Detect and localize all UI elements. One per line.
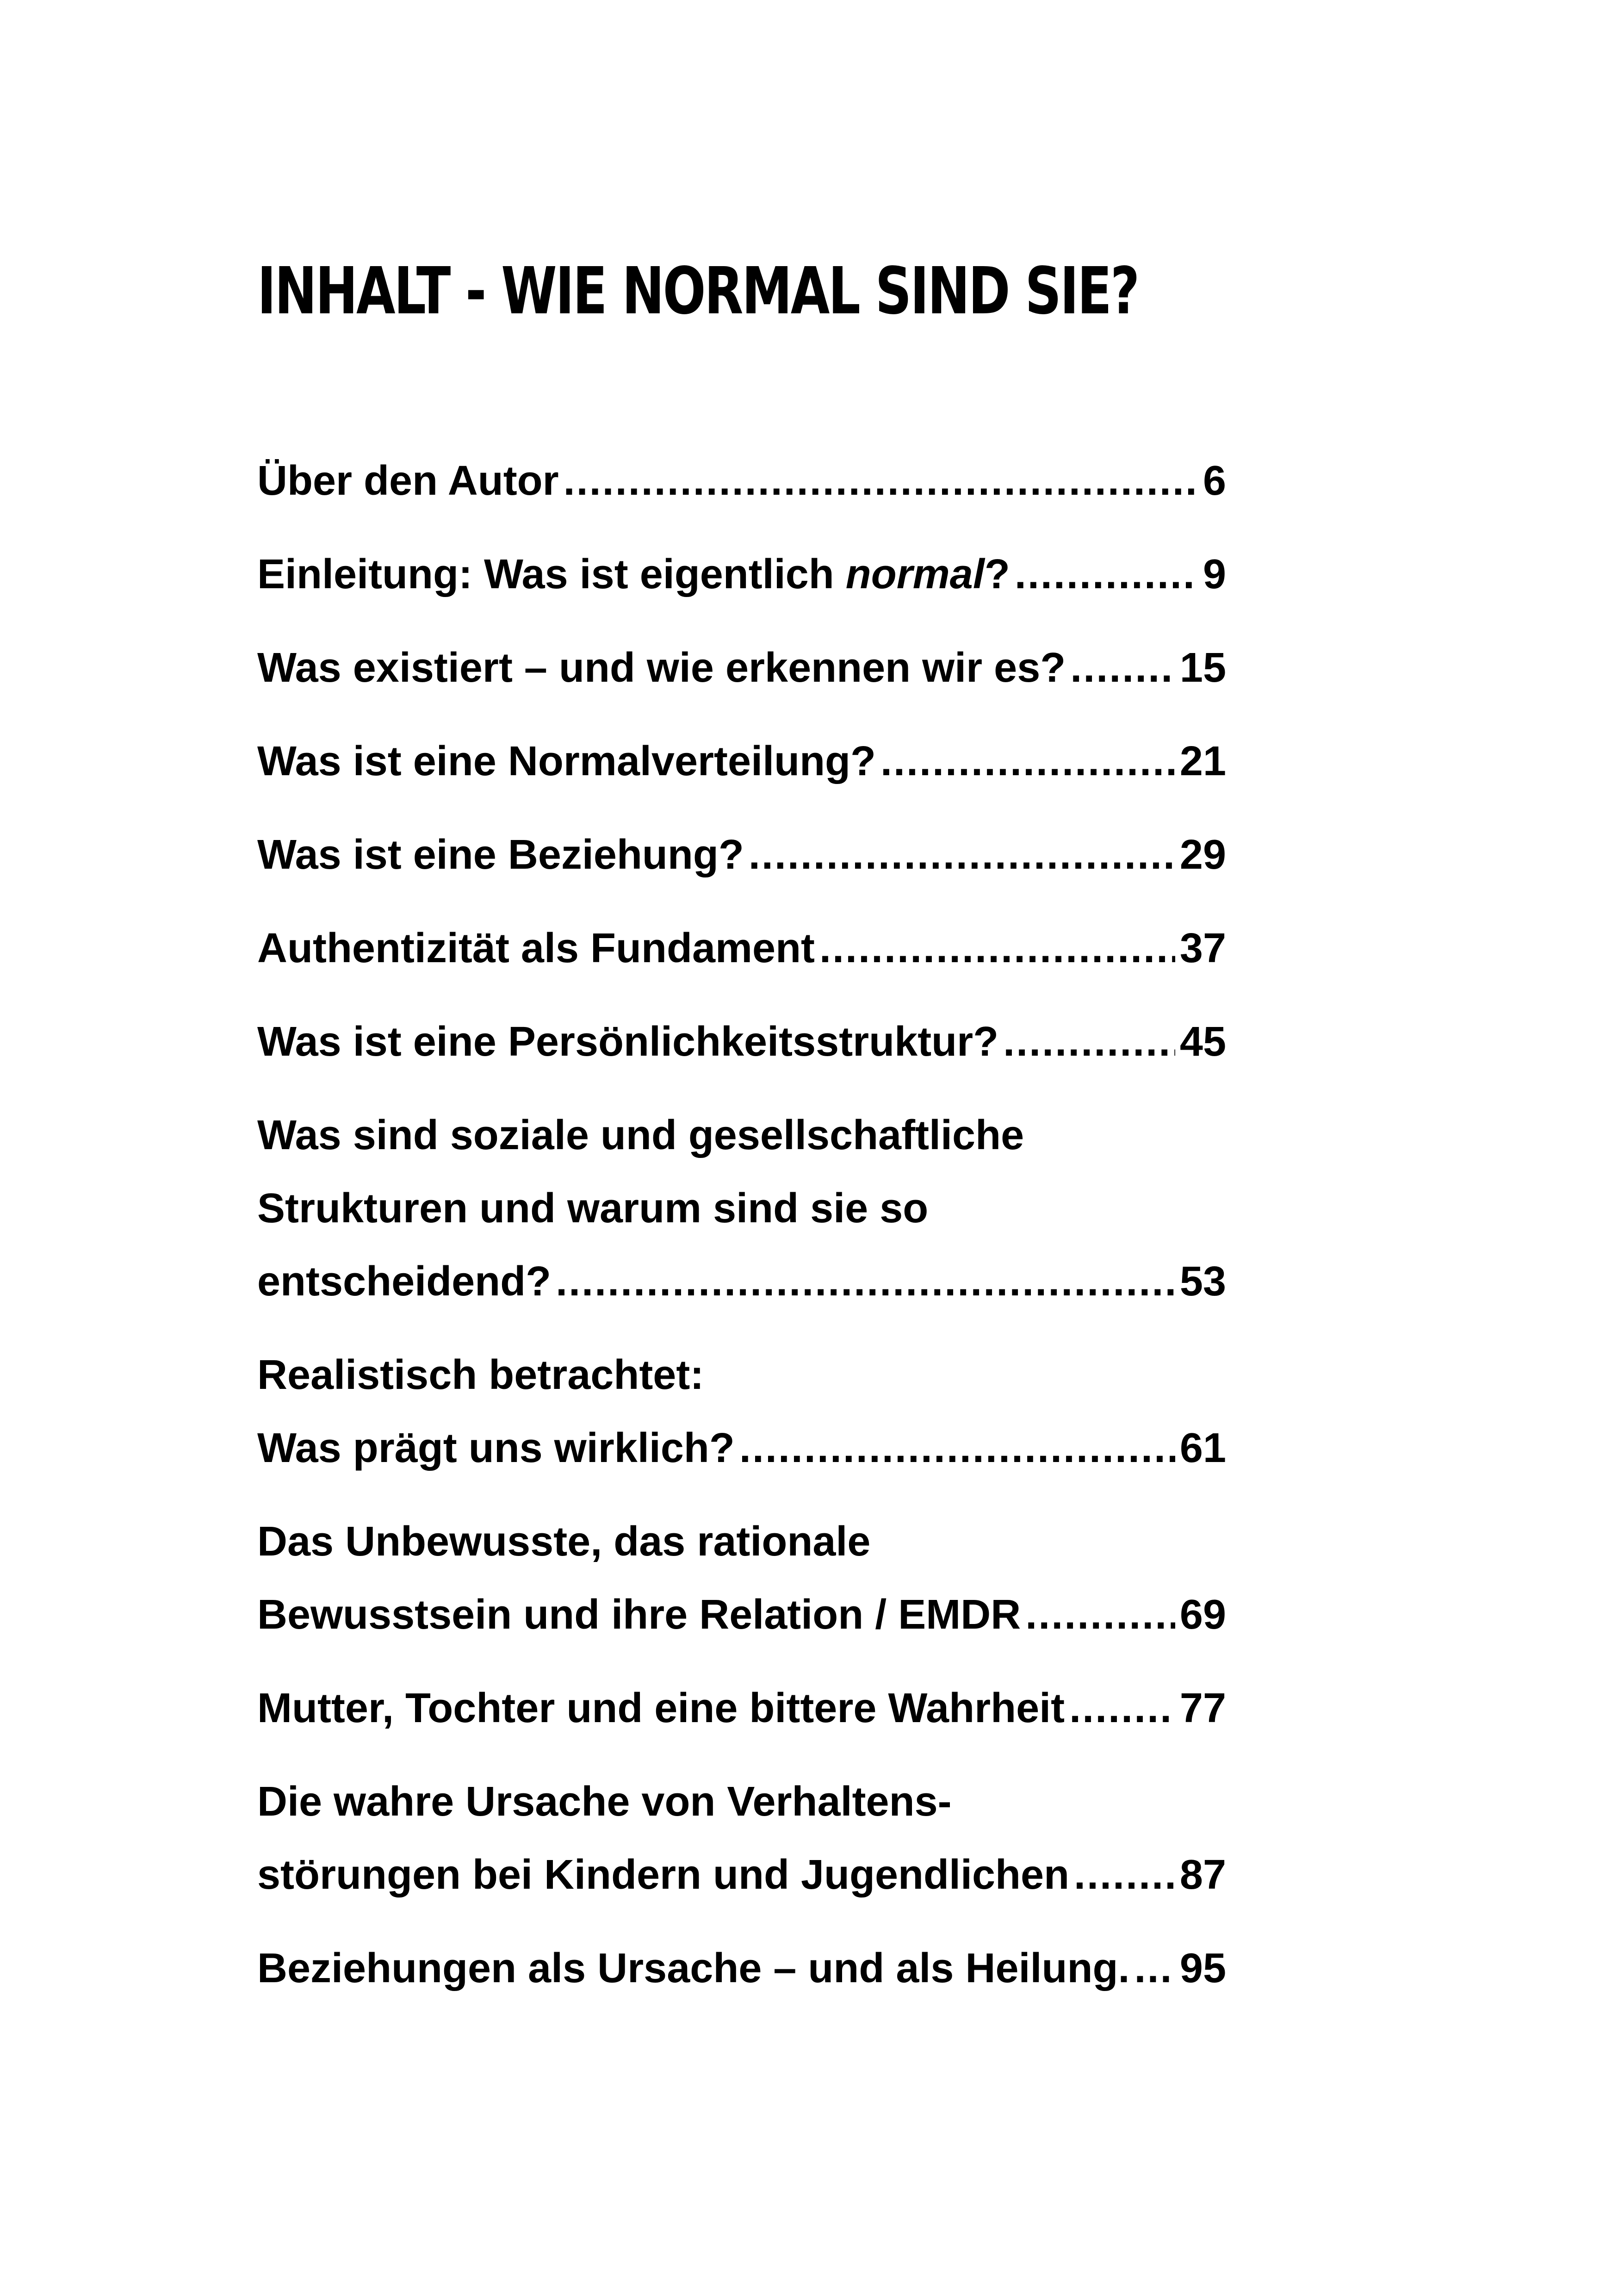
toc-page-number: 9 xyxy=(1203,551,1226,597)
toc-page-number: 69 xyxy=(1179,1592,1226,1638)
toc-dot-leader xyxy=(1015,538,1198,611)
toc-page-number: 95 xyxy=(1179,1945,1226,1991)
toc-page-number: 6 xyxy=(1203,458,1226,504)
toc-dot-leader xyxy=(749,818,1175,891)
toc-entry[interactable] xyxy=(257,538,1226,611)
toc-entry-title: Was ist eine Normalverteilung? xyxy=(257,738,876,784)
toc-entry[interactable] xyxy=(257,1765,1226,1911)
page-title: INHALT - WIE NORMAL SIND SIE? xyxy=(257,254,1139,329)
toc-entry-title-line: Strukturen und warum sind sie so xyxy=(257,1185,929,1232)
toc-page-number: 15 xyxy=(1179,645,1226,691)
toc-entry-title: Authentizität als Fundament xyxy=(257,925,815,971)
toc-entry-title: Über den Autor xyxy=(257,458,559,504)
toc-entry-title-line: Realistisch betrachtet: xyxy=(257,1352,704,1398)
toc-page-number: 45 xyxy=(1179,1019,1226,1065)
toc-dot-leader xyxy=(1003,1005,1175,1078)
toc-entry[interactable] xyxy=(257,444,1226,517)
toc-entry[interactable] xyxy=(257,725,1226,798)
toc-entry[interactable] xyxy=(257,1505,1226,1651)
toc-entry-title: Einleitung: Was ist eigentlich normal? xyxy=(257,551,1010,597)
toc-entry[interactable] xyxy=(257,912,1226,985)
toc-dot-leader xyxy=(564,444,1198,517)
toc-dot-leader xyxy=(1074,1838,1175,1911)
toc-dot-leader xyxy=(880,725,1175,798)
toc-entry-title: Was ist eine Persönlichkeitsstruktur? xyxy=(257,1019,999,1065)
toc-entry[interactable] xyxy=(257,1932,1226,2005)
toc-dot-leader xyxy=(1134,1932,1175,2005)
toc-entry[interactable] xyxy=(257,631,1226,704)
toc-entry-title: entscheidend? xyxy=(257,1258,552,1305)
toc-entry-title-line: Was sind soziale und gesellschaftliche xyxy=(257,1112,1024,1158)
toc-page-number: 37 xyxy=(1179,925,1226,971)
table-of-contents xyxy=(257,444,1226,2025)
toc-dot-leader xyxy=(739,1412,1175,1485)
toc-dot-leader xyxy=(1025,1578,1175,1651)
toc-page-number: 61 xyxy=(1179,1425,1226,1471)
toc-dot-leader xyxy=(819,912,1175,985)
toc-page-number: 29 xyxy=(1179,832,1226,878)
toc-dot-leader xyxy=(1070,631,1175,704)
toc-page-number: 77 xyxy=(1179,1685,1226,1731)
toc-entry-emphasis: normal xyxy=(845,551,985,597)
toc-entry-title-line: Die wahre Ursache von Verhaltens- xyxy=(257,1779,952,1825)
toc-entry[interactable] xyxy=(257,1099,1226,1318)
toc-entry-title-line: Das Unbewusste, das rationale xyxy=(257,1518,871,1565)
toc-page-number: 53 xyxy=(1179,1258,1226,1305)
toc-entry[interactable] xyxy=(257,1672,1226,1745)
toc-dot-leader xyxy=(1069,1672,1175,1745)
toc-entry-title: Was existiert – und wie erkennen wir es? xyxy=(257,645,1066,691)
toc-entry-title: Was ist eine Beziehung? xyxy=(257,832,744,878)
toc-page-number: 87 xyxy=(1179,1852,1226,1898)
toc-entry-title: Was prägt uns wirklich? xyxy=(257,1425,735,1471)
toc-entry-title: Beziehungen als Ursache – und als Heilung. xyxy=(257,1945,1130,1991)
toc-entry[interactable] xyxy=(257,1338,1226,1485)
toc-entry-title: Bewusstsein und ihre Relation / EMDR xyxy=(257,1592,1021,1638)
toc-entry[interactable] xyxy=(257,818,1226,891)
toc-dot-leader xyxy=(556,1245,1175,1318)
toc-entry-title: störungen bei Kindern und Jugendlichen xyxy=(257,1852,1070,1898)
toc-entry[interactable] xyxy=(257,1005,1226,1078)
toc-entry-title: Mutter, Tochter und eine bittere Wahrheit xyxy=(257,1685,1065,1731)
toc-page-number: 21 xyxy=(1179,738,1226,784)
